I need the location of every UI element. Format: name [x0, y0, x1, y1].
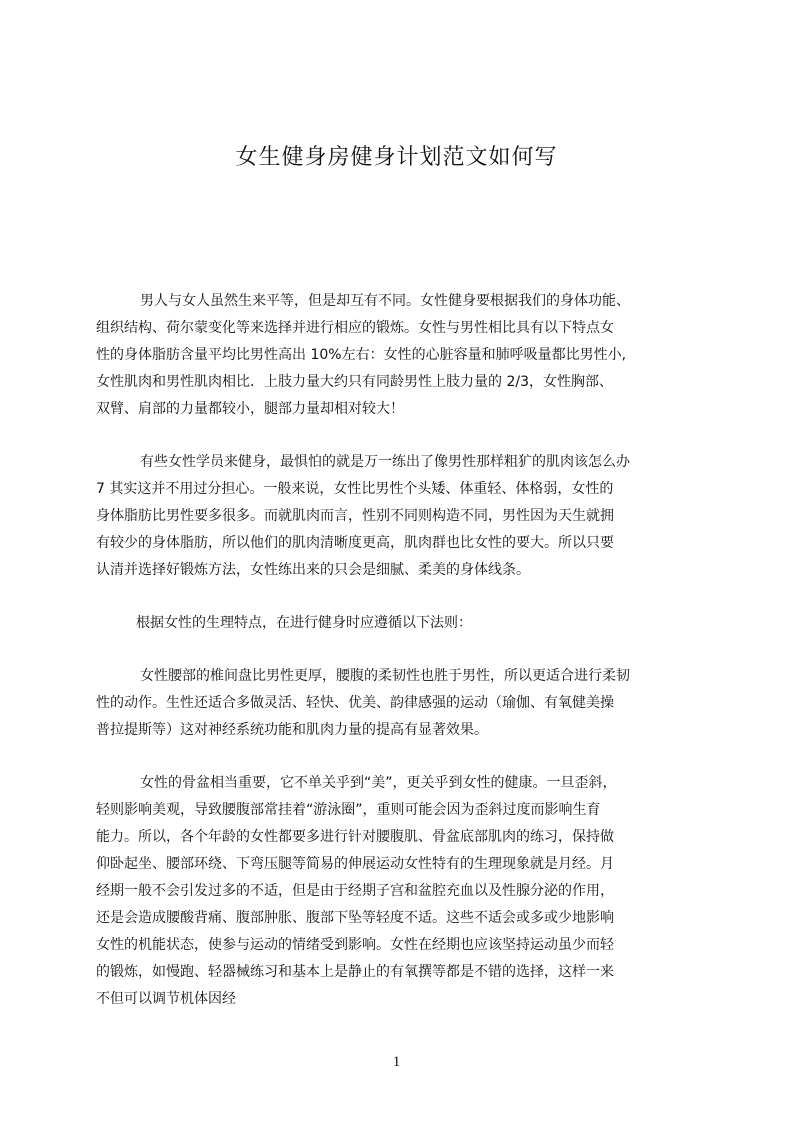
paragraph-line: 还是会造成腰酸背痛、腹部肿胀、腹部下坠等轻度不适。这些不适会或多或少地影响	[96, 910, 614, 926]
paragraph-line: 身体脂肪比男性要多很多。而就肌肉而言，性别不同则构造不同，男性因为天生就拥	[96, 508, 614, 524]
paragraph-5	[96, 770, 696, 1013]
paragraph-1	[96, 288, 696, 423]
paragraph-line: 轻则影响美观，导致腰腹部常挂着“游泳圈”，重则可能会因为歪斜过度而影响生育	[96, 802, 601, 818]
paragraph-line: 经期一般不会引发过多的不适，但是由于经期子宫和盆腔充血以及性腺分泌的作用，	[96, 883, 614, 899]
paragraph-line: 能力。所以，各个年龄的女性都要多进行针对腰腹肌、骨盆底部肌肉的练习，保持做	[96, 829, 614, 845]
paragraph-line: 男人与女人虽然生来平等，但是却互有不同。女性健身要根据我们的身体功能、	[140, 293, 630, 309]
paragraph-line: 性的身体脂肪含量平均比男性高出 10%左右：女性的心脏容量和肺呼吸量都比男性小,	[96, 347, 627, 363]
paragraph-line: 有些女性学员来健身，最惧怕的就是万一练出了像男性那样粗犷的肌肉该怎么办	[140, 454, 630, 470]
paragraph-line: 女性腰部的椎间盘比男性更厚，腰腹的柔韧性也胜于男性，所以更适合进行柔韧	[140, 668, 630, 684]
paragraph-3	[96, 610, 696, 637]
page-number: 1	[392, 1054, 401, 1070]
paragraph-line: 双臂、肩部的力量都较小，腿部力量却相对较大！	[96, 401, 404, 417]
paragraph-line: 仰卧起坐、腰部环绕、下弯压腿等简易的伸展运动女性特有的生理现象就是月经。月	[96, 856, 614, 872]
paragraph-line: 普拉提斯等）这对神经系统功能和肌肉力量的提高有显著效果。	[96, 722, 488, 738]
paragraph-line: 性的动作。生性还适合多做灵活、轻快、优美、韵律感强的运动（瑜伽、有氧健美操	[96, 695, 614, 711]
paragraph-line: 认清并选择好锻炼方法，女性练出来的只会是细腻、柔美的身体线条。	[96, 562, 530, 578]
paragraph-line: 不但可以调节机体因经	[96, 991, 236, 1007]
paragraph-line: 女性的机能状态，使参与运动的情绪受到影响。女性在经期也应该坚持运动虽少而轻	[96, 937, 614, 953]
paragraph-line: 有较少的身体脂肪，所以他们的肌肉清晰度更高，肌肉群也比女性的要大。所以只要	[96, 535, 614, 551]
paragraph-2	[96, 449, 696, 584]
paragraph-line: 女性的骨盆相当重要，它不单关乎到“美”，更关乎到女性的健康。一旦歪斜，	[140, 775, 617, 791]
document-body	[96, 288, 696, 1039]
paragraph-4	[96, 663, 696, 744]
paragraph-line: 的锻炼，如慢跑、轻器械练习和基本上是静止的有氧撰等都是不错的选择，这样一来	[96, 964, 614, 980]
paragraph-line: 7 其实这并不用过分担心。一般来说，女性比男性个头矮、体重轻、体格弱，女性的	[96, 481, 614, 497]
paragraph-line: 女性肌肉和男性肌肉相比．上肢力量大约只有同龄男性上肢力量的 2/3，女性胸部、	[96, 374, 613, 390]
page-title: 女生健身房健身计划范文如何写	[235, 145, 558, 170]
paragraph-line: 根据女性的生理特点，在进行健身时应遵循以下法则：	[136, 615, 472, 631]
paragraph-line: 组织结构、荷尔蒙变化等来选择并进行相应的锻炼。女性与男性相比具有以下特点女	[96, 320, 614, 336]
